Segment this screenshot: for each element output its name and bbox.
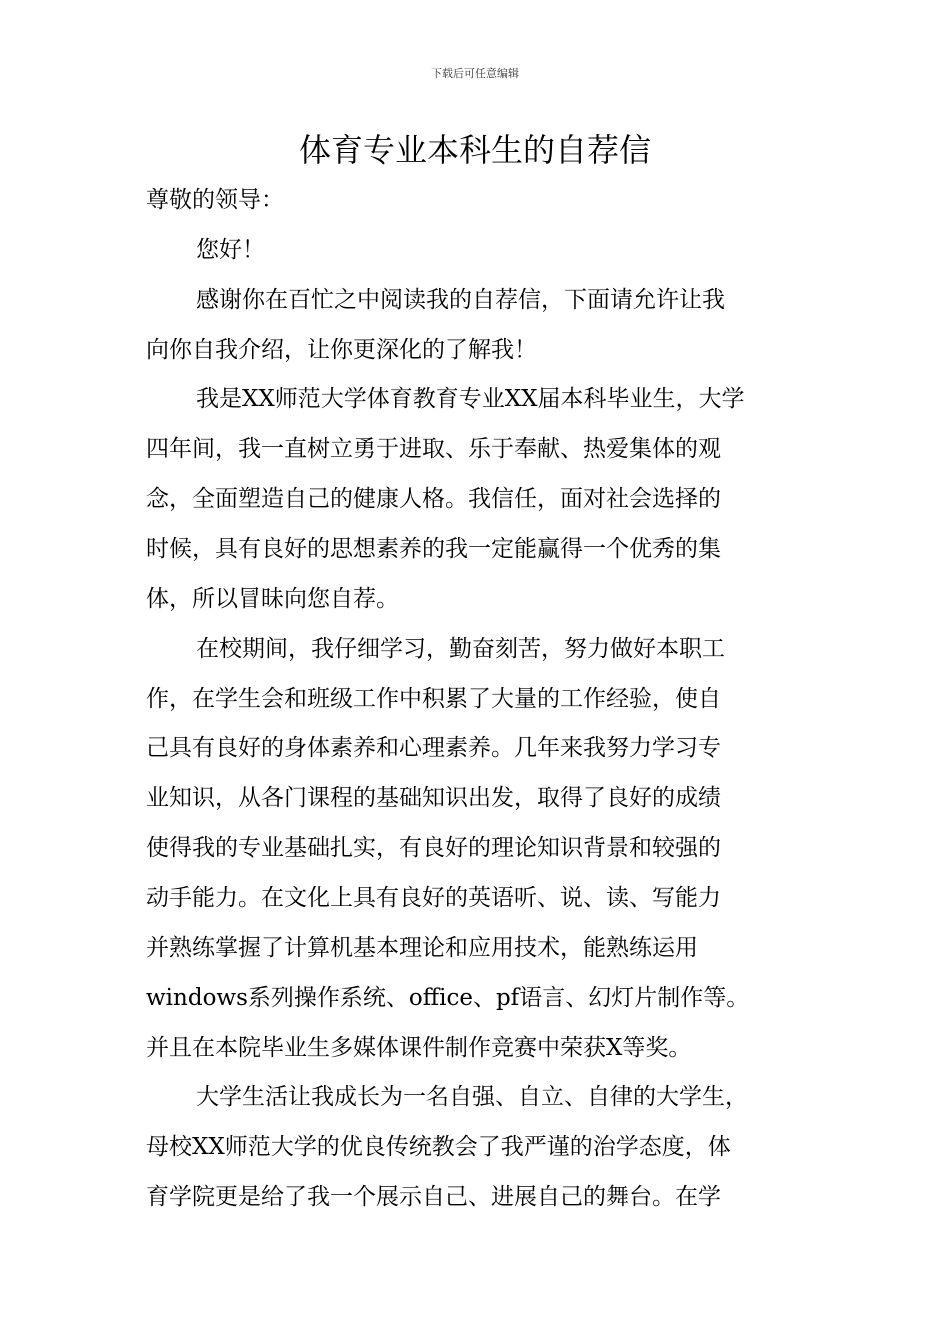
paragraph-3-line-7: 并熟练掌握了计算机基本理论和应用技术，能熟练运用 <box>146 935 698 961</box>
paragraph-3-line-2: 作，在学生会和班级工作中积累了大量的工作经验，使自 <box>146 686 721 712</box>
salutation: 尊敬的领导： <box>146 187 284 213</box>
header-note: 下载后可任意编辑 <box>431 67 519 80</box>
paragraph-2-line-2: 四年间，我一直树立勇于进取、乐于奉献、热爱集体的观 <box>146 436 721 462</box>
paragraph-1-line-2: 向你自我介绍，让你更深化的了解我！ <box>146 337 537 363</box>
paragraph-3-line-9: 并且在本院毕业生多媒体课件制作竞赛中荣获X等奖。 <box>146 1035 692 1061</box>
paragraph-1-line-1: 感谢你在百忙之中阅读我的自荐信，下面请允许让我 <box>196 287 725 313</box>
paragraph-4-line-2: 母校XX师范大学的优良传统教会了我严谨的治学态度，体 <box>146 1134 731 1160</box>
paragraph-3-line-6: 动手能力。在文化上具有良好的英语听、说、读、写能力 <box>146 885 721 911</box>
document-title: 体育专业本科生的自荐信 <box>298 131 651 169</box>
paragraph-2-line-5: 体，所以冒昧向您自荐。 <box>146 586 399 612</box>
paragraph-2-line-1: 我是XX师范大学体育教育专业XX届本科毕业生，大学 <box>196 386 745 412</box>
paragraph-4-line-1: 大学生活让我成长为一名自强、自立、自律的大学生， <box>196 1084 748 1110</box>
greeting-line: 您好！ <box>196 237 265 263</box>
paragraph-3-line-1: 在校期间，我仔细学习，勤奋刻苦，努力做好本职工 <box>196 636 725 662</box>
paragraph-3-line-8: windows系列操作系统、office、pf语言、幻灯片制作等。 <box>146 985 750 1011</box>
paragraph-2-line-4: 时候，具有良好的思想素养的我一定能赢得一个优秀的集 <box>146 536 721 562</box>
paragraph-3-line-5: 使得我的专业基础扎实，有良好的理论知识背景和较强的 <box>146 835 721 861</box>
paragraph-2-line-3: 念，全面塑造自己的健康人格。我信任，面对社会选择的 <box>146 486 721 512</box>
paragraph-4-line-3: 育学院更是给了我一个展示自己、进展自己的舞台。在学 <box>146 1184 721 1210</box>
paragraph-3-line-4: 业知识，从各门课程的基础知识出发，取得了良好的成绩 <box>146 785 721 811</box>
paragraph-3-line-3: 己具有良好的身体素养和心理素养。几年来我努力学习专 <box>146 735 721 761</box>
